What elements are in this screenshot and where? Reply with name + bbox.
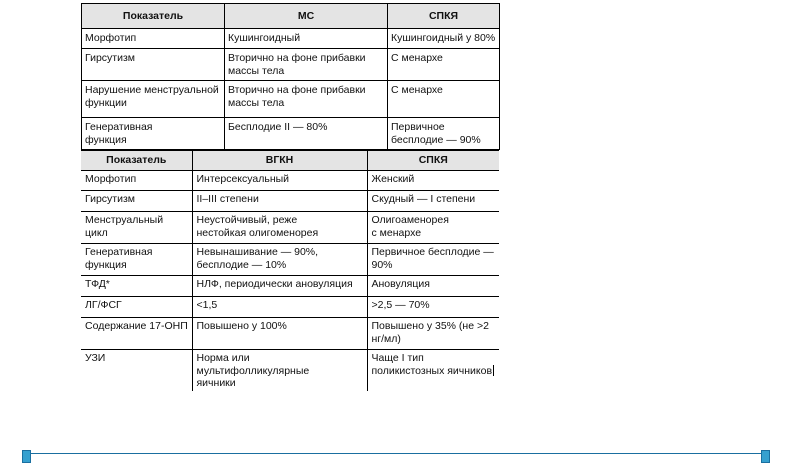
table-cell: Первичное бесплодие — 90% [388,118,500,150]
table-row [81,350,499,391]
table-row [81,191,499,212]
table-cell: Морфотип [85,173,137,185]
table-cell: Содержание 17-ОНП [85,320,188,332]
table-cell: ТФД* [85,278,110,290]
table-cell: Вторично на фоне прибавки массы тела [225,81,388,118]
comparison-table-ms-pcos [81,3,500,150]
table-cell: Первичное бесплодие — 90% [367,244,499,276]
table-cell: Олигоаменорея с менархе [367,212,499,244]
header-cell: СПКЯ [367,151,499,171]
table-cell: НЛФ, периодически ановуляция [192,276,367,297]
table-header-row [82,4,500,29]
editable-text: Чаще I тип поликистозных яичников [371,352,493,377]
table-cell: Интерсексуальный [192,171,367,191]
table-header-row [81,151,499,171]
left-page-marker[interactable] [22,450,31,463]
table-cell: Вторично на фоне прибавки массы тела [225,49,388,81]
table-row [82,118,500,150]
table-row [82,29,500,49]
table-cell: Неустойчивый, реже нестойкая олигоменорея [192,212,367,244]
header-cell: МС [225,4,388,29]
table-cell[interactable] [367,350,499,391]
right-page-marker[interactable] [761,450,770,463]
table-cell: Женский [367,171,499,191]
table-row [81,276,499,297]
table-cell: Морфотип [85,32,137,44]
table-row [82,81,500,118]
table-cell: Кушингоидный у 80% [388,29,500,49]
table-cell: Гирсутизм [85,193,136,205]
table-cell: Ановуляция [367,276,499,297]
table-row [81,244,499,276]
table-cell: <1,5 [192,297,367,318]
header-cell: Показатель [81,151,192,171]
table-cell: ЛГ/ФСГ [85,299,122,311]
text-cursor [493,365,494,376]
table-row [81,297,499,318]
table-cell: УЗИ [85,352,106,364]
table-cell: Скудный — I степени [367,191,499,212]
table-row [81,171,499,191]
table-cell: Повышено у 35% (не >2 нг/мл) [367,318,499,350]
table-cell: Повышено у 100% [192,318,367,350]
table-cell: Кушингоидный [225,29,388,49]
table-cell: II–III степени [192,191,367,212]
header-cell: СПКЯ [388,4,500,29]
table-cell: Бесплодие II — 80% [225,118,388,150]
table-cell: >2,5 — 70% [367,297,499,318]
table-cell: Нарушение менструальной функции [85,84,219,109]
table-row [82,49,500,81]
bottom-divider [22,453,770,454]
table-row [81,318,499,350]
table-row [81,212,499,244]
table-cell: Невынашивание — 90%, бесплодие — 10% [192,244,367,276]
header-cell: ВГКН [192,151,367,171]
table-cell: С менархе [388,49,500,81]
table-cell: С менархе [388,81,500,118]
header-cell: Показатель [82,4,225,29]
table-cell: Генеративная функция [85,246,153,271]
table-cell: Норма или мультифолликулярные яичники [192,350,367,391]
comparison-table-vgkn-pcos [81,150,499,391]
table-cell: Менструальный цикл [85,214,164,239]
table-cell: Гирсутизм [85,52,136,64]
table-cell: Генеративная функция [85,121,153,146]
